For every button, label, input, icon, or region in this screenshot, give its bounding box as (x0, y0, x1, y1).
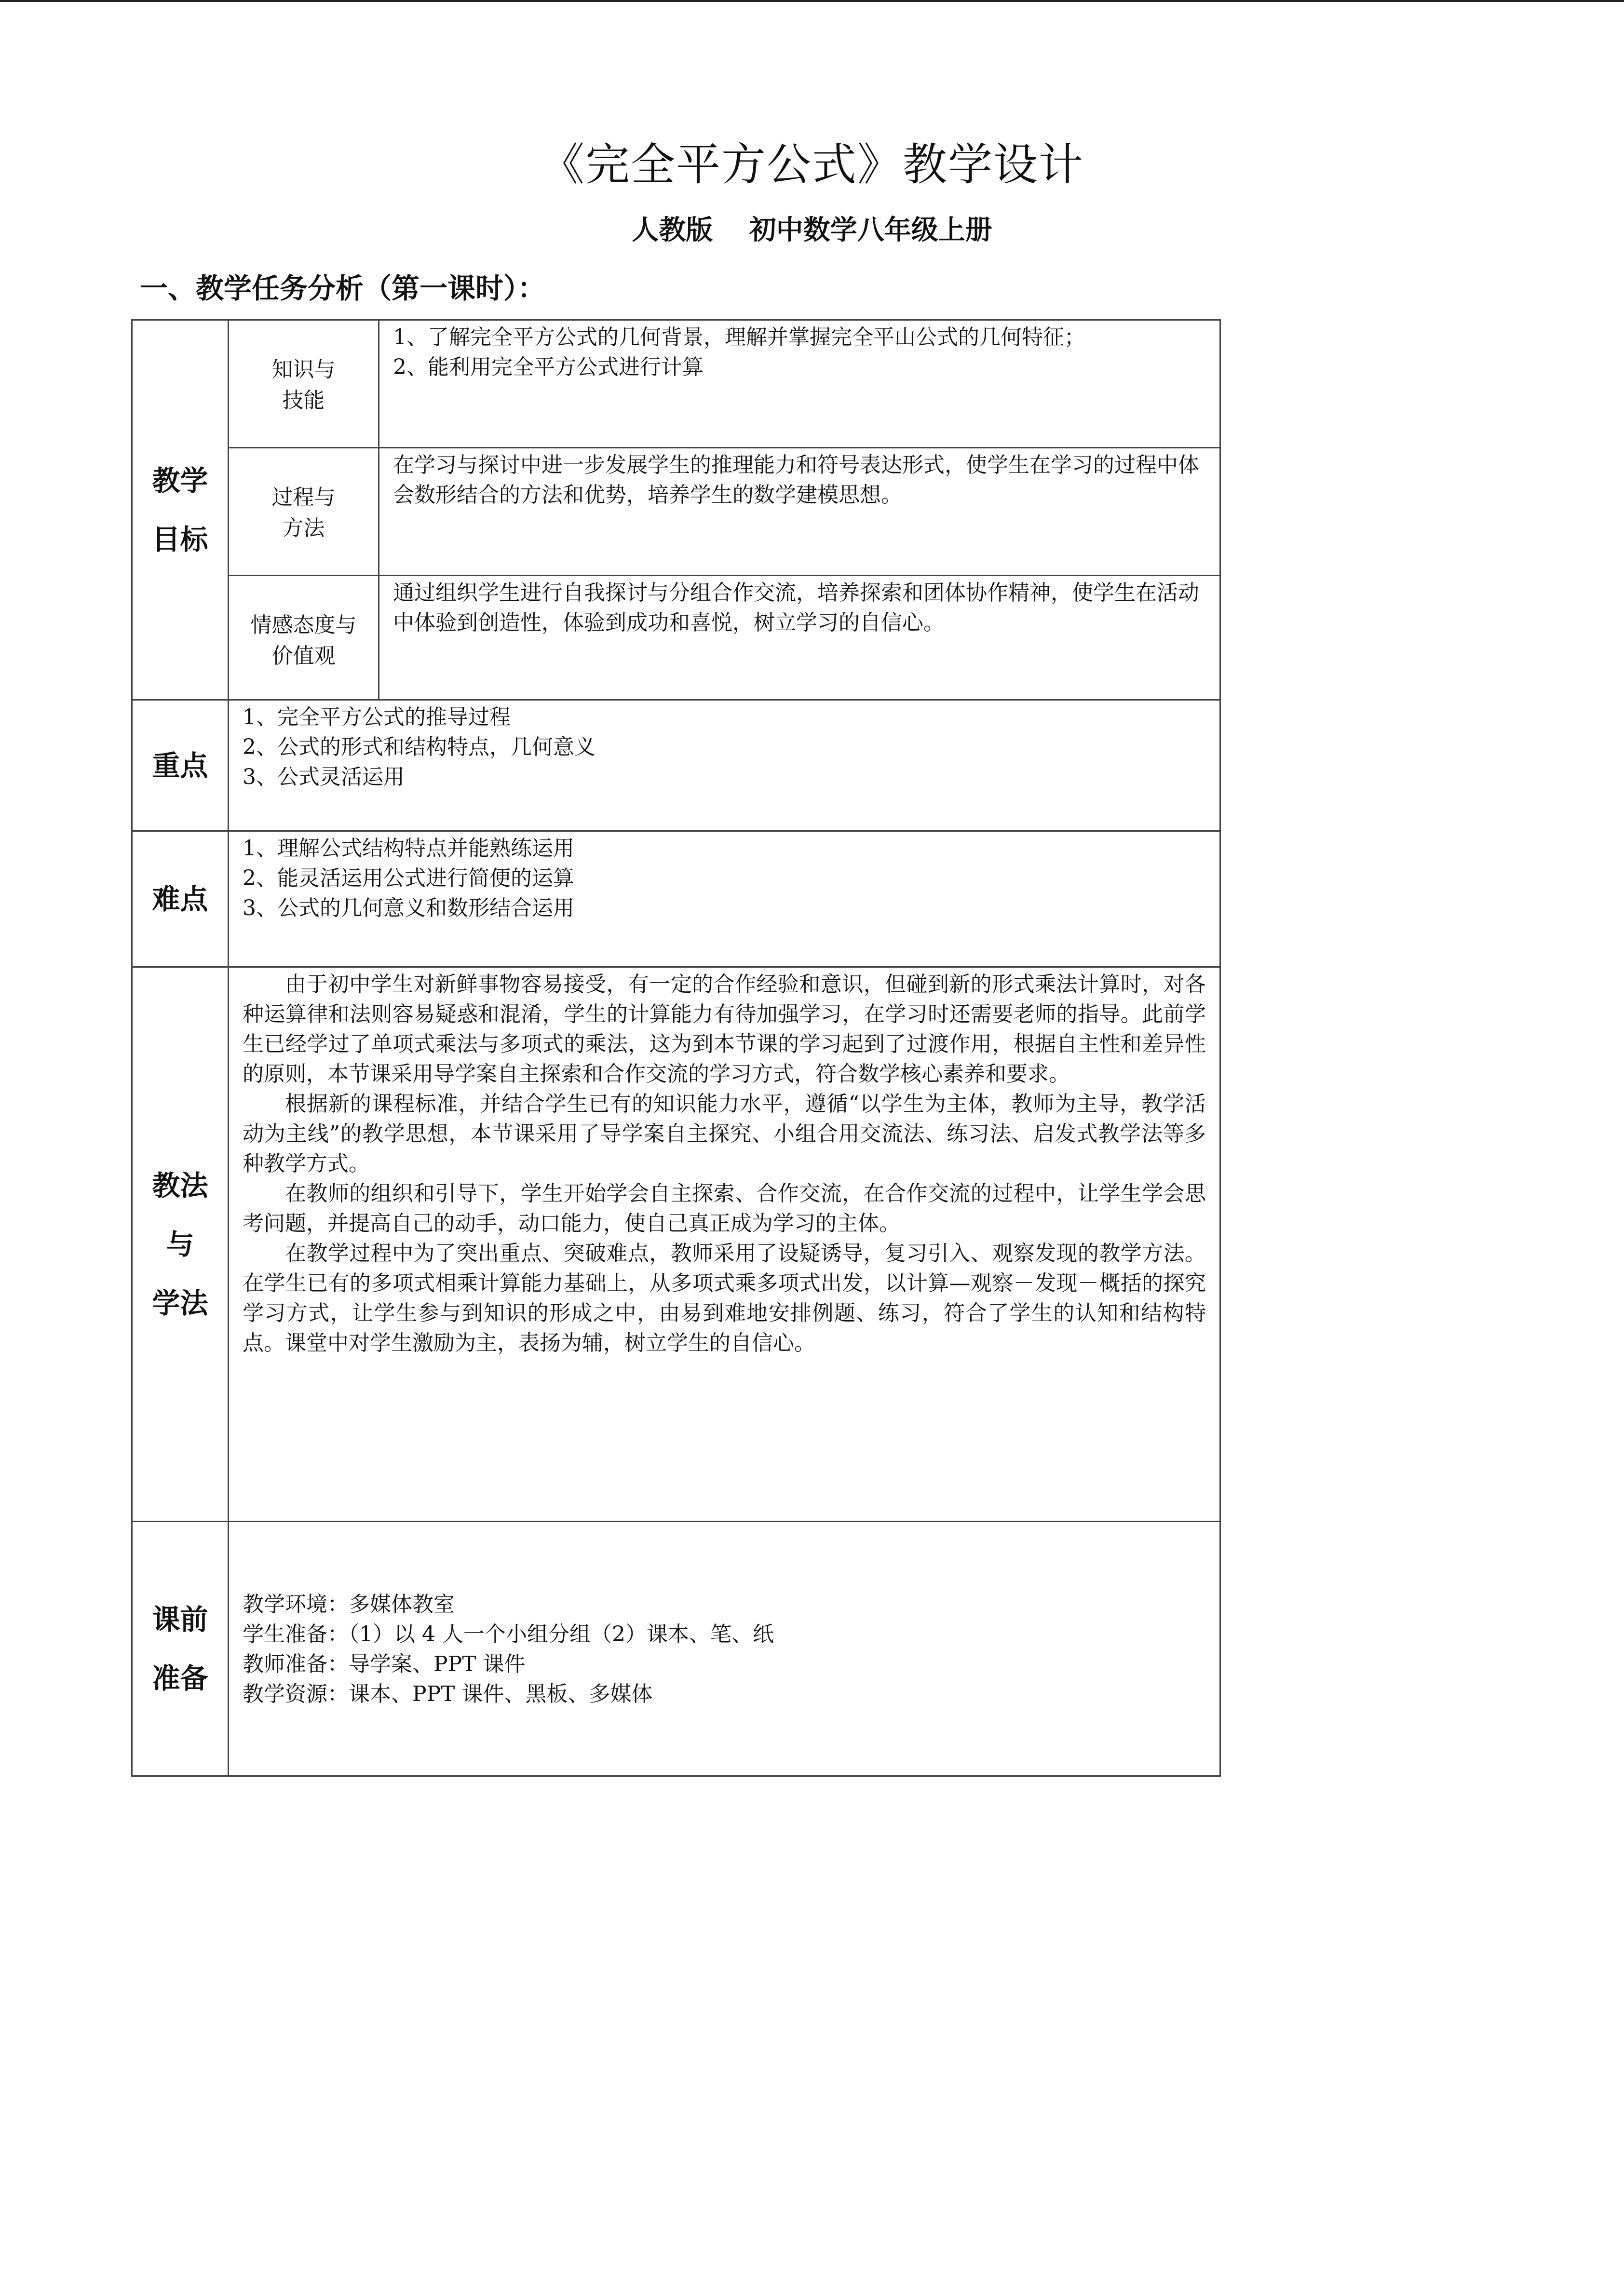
methods-content (229, 967, 1220, 1522)
preparation-content (229, 1522, 1220, 1776)
list-item: 1、完全平方公式的推导过程 (243, 705, 511, 729)
methods-category-cell: 教法 与 学法 (132, 967, 229, 1522)
objective-process-row (132, 448, 1220, 576)
list-item: 教学环境：多媒体教室 (243, 1592, 455, 1617)
list-item: 2、公式的形式和结构特点，几何意义 (243, 735, 595, 759)
methods-paragraph: 根据新的课程标准，并结合学生已有的知识能力水平，遵循“以学生为主体，教师为主导，教学活动为主线”的教学思想，本节课采用了导学案自主探究、小组合用交流法、练习法、启发式教学法等多种教学方式。 (243, 1092, 1206, 1176)
key-points-content (229, 700, 1220, 831)
course-label: 初中数学八年级上册 (749, 215, 992, 246)
process-methods-content: 在学习与探讨中进一步发展学生的推理能力和符号表达形式，使学生在学习的过程中体会数形结合的方法和优势，培养学生的数学建模思想。 (379, 448, 1220, 576)
edition-label: 人教版 (632, 215, 713, 246)
list-item: 教学资源：课本、PPT 课件、黑板、多媒体 (243, 1682, 653, 1706)
key-points-category-cell: 重点 (132, 700, 229, 831)
section-heading: 一、教学任务分析（第一课时）： (140, 272, 546, 305)
list-item: 教师准备：导学案、PPT 课件 (243, 1652, 526, 1676)
knowledge-skills-label: 知识与 技能 (229, 320, 379, 448)
objective-knowledge-row (132, 320, 1220, 448)
lesson-plan-table (131, 319, 1221, 1777)
process-methods-label: 过程与 方法 (229, 448, 379, 576)
methods-paragraph: 在教师的组织和引导下，学生开始学会自主探索、合作交流，在合作交流的过程中，让学生学会思考问题，并提高自己的动手，动口能力，使自己真正成为学习的主体。 (243, 1181, 1206, 1236)
list-item: 3、公式的几何意义和数形结合运用 (243, 896, 574, 920)
top-border-line (0, 0, 1624, 2)
list-item: 3、公式灵活运用 (243, 765, 405, 789)
list-item: 2、能灵活运用公式进行简便的运算 (243, 866, 574, 891)
difficulties-content (229, 831, 1220, 967)
list-item: 1、理解公式结构特点并能熟练运用 (243, 836, 574, 861)
list-item: 1、了解完全平方公式的几何背景，理解并掌握完全平山公式的几何特征； (393, 325, 1085, 350)
emotion-values-content: 通过组织学生进行自我探讨与分组合作交流，培养探索和团体协作精神，使学生在活动中体验到创造性，体验到成功和喜悦，树立学习的自信心。 (379, 576, 1220, 700)
list-item: 学生准备：（1）以 4 人一个小组分组（2）课本、笔、纸 (243, 1622, 774, 1647)
key-points-row (132, 700, 1220, 831)
preparation-row (132, 1522, 1220, 1776)
objective-emotion-row (132, 576, 1220, 700)
knowledge-skills-content (379, 320, 1220, 448)
methods-paragraph: 由于初中学生对新鲜事物容易接受，有一定的合作经验和意识，但碰到新的形式乘法计算时，对各种运算律和法则容易疑惑和混淆，学生的计算能力有待加强学习，在学习时还需要老师的指导。此前学生已经学过了单项式乘法与多项式的乘法，这为到本节课的学习起到了过渡作用，根据自主性和差异性的原则，本节课采用导学案自主探索和合作交流的学习方式，符合数学核心素养和要求。 (243, 972, 1206, 1086)
methods-paragraph: 在教学过程中为了突出重点、突破难点，教师采用了设疑诱导，复习引入、观察发现的教学方法。在学生已有的多项式相乘计算能力基础上，从多项式乘多项式出发，以计算—观察－发现－概括的探究学习方式，让学生参与到知识的形成之中，由易到难地安排例题、练习，符合了学生的认知和结构特点。课堂中对学生激励为主，表扬为辅，树立学生的自信心。 (243, 1241, 1206, 1355)
preparation-category-cell: 课前 准备 (132, 1522, 229, 1776)
methods-row (132, 967, 1220, 1522)
difficulties-row (132, 831, 1220, 967)
difficulties-category-cell: 难点 (132, 831, 229, 967)
document-subtitle (0, 212, 1624, 249)
list-item: 2、能利用完全平方公式进行计算 (393, 355, 704, 379)
objectives-category-cell: 教学 目标 (132, 320, 229, 700)
document-title: 《完全平方公式》教学设计 (540, 139, 1084, 190)
emotion-values-label: 情感态度与 价值观 (229, 576, 379, 700)
